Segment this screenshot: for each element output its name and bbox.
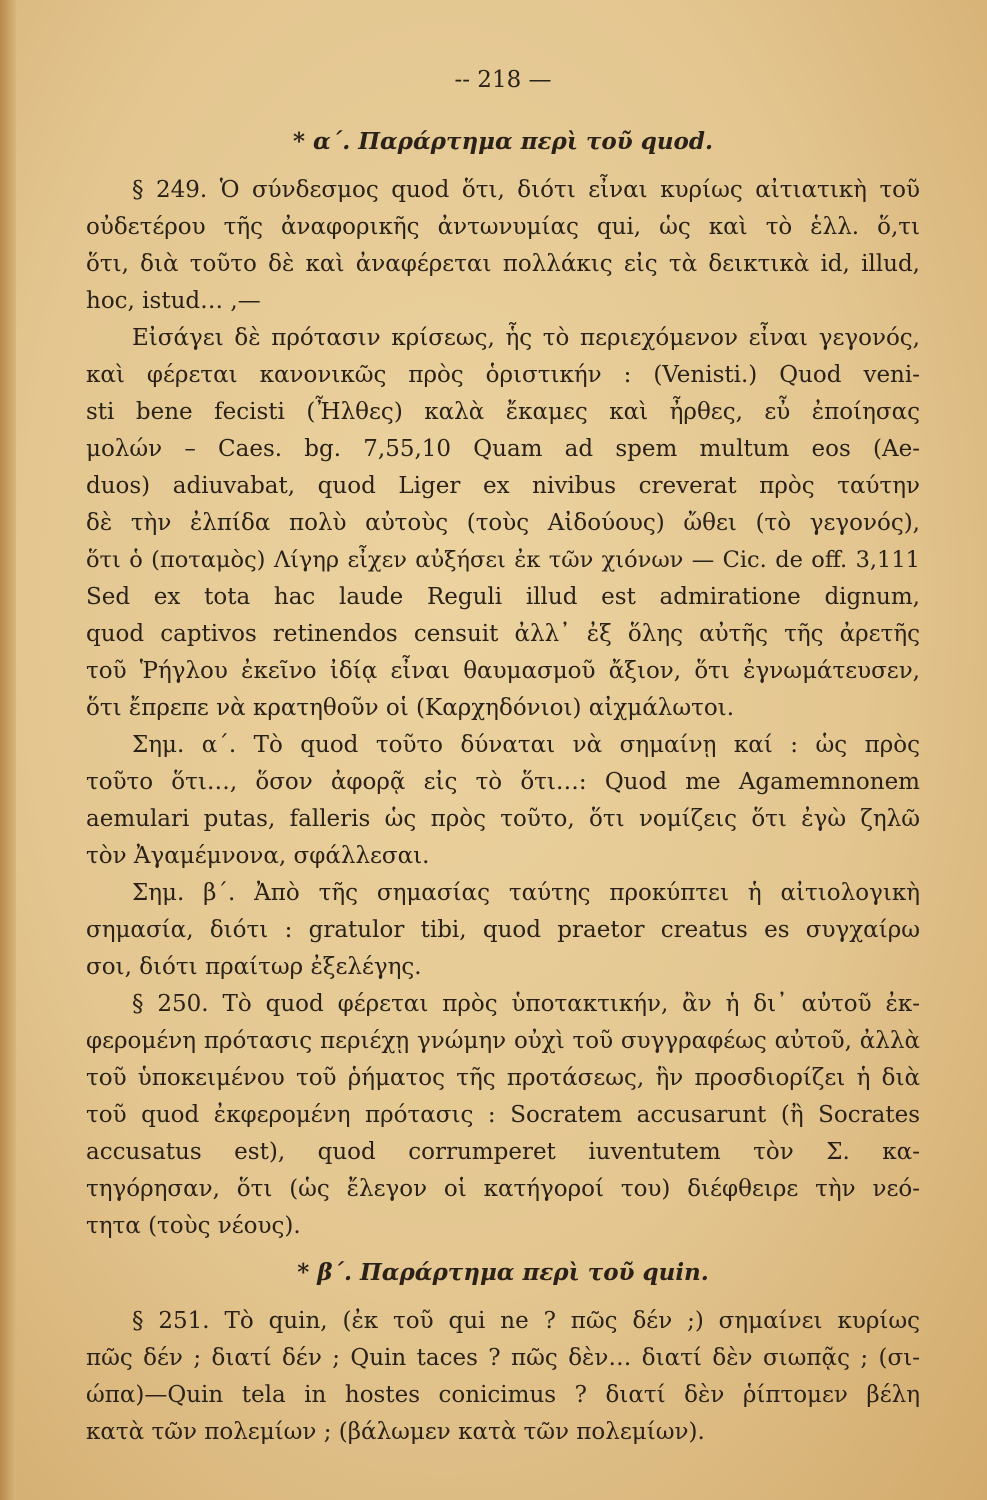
text-line: τοῦ Ῥήγλου ἐκεῖνο ἰδίᾳ εἶναι θαυμασμοῦ ἄξιον, ὅτι ἐγνωμάτευσεν, [86, 658, 920, 684]
text-line: τηγόρησαν, ὅτι (ὡς ἔλεγον οἱ κατήγοροί του) διέφθειρε τὴν νεό- [86, 1176, 920, 1202]
text-line: duos) adiuvabat, quod Liger ex nivibus creverat πρὸς ταύτην [86, 473, 920, 499]
text-line: Sed ex tota hac laude Reguli illud est admiratione dignum, [86, 584, 920, 610]
text-line: § 251. Τὸ quin, (ἐκ τοῦ qui ne ? πῶς δέν ;) σημαίνει κυρίως [132, 1308, 920, 1334]
text-line: φερομένη πρότασις περιέχῃ γνώμην οὐχὶ τοῦ συγγραφέως αὐτοῦ, ἀλλὰ [86, 1028, 920, 1054]
text-line: quod captivos retinendos censuit ἀλλ᾽ ἐξ ὅλης αὐτῆς τῆς ἀρετῆς [86, 621, 920, 647]
text-line: ὅτι ἔπρεπε νὰ κρατηθοῦν οἱ (Καρχηδόνιοι) αἰχμάλωτοι. [86, 695, 735, 721]
text-line: καὶ φέρεται κανονικῶς πρὸς ὁριστικήν : (Venisti.) Quod veni- [86, 362, 920, 388]
text-line: aemulari putas, falleris ὡς πρὸς τοῦτο, ὅτι νομίζεις ὅτι ἐγὼ ζηλῶ [86, 806, 920, 832]
text-line: τοῦ quod ἐκφερομένη πρότασις : Socratem accusarunt (ἢ Socrates [86, 1102, 920, 1128]
text-line: σοι, διότι πραίτωρ ἐξελέγης. [86, 954, 422, 980]
page-binding-edge [0, 0, 16, 1500]
section-heading-quin: * β΄. Παράρτημα περὶ τοῦ quin. [297, 1259, 709, 1286]
text-line: sti bene fecisti (Ἦλθες) καλὰ ἔκαμες καὶ ἦρθες, εὖ ἐποίησας [86, 399, 920, 425]
text-line: ὅτι, διὰ τοῦτο δὲ καὶ ἀναφέρεται πολλάκις εἰς τὰ δεικτικὰ id, illud, [86, 251, 920, 277]
text-line: οὐδετέρου τῆς ἀναφορικῆς ἀντωνυμίας qui, ὡς καὶ τὸ ἑλλ. ὅ,τι [86, 214, 920, 240]
text-line: τητα (τοὺς νέους). [86, 1213, 301, 1239]
section-heading-quod: * α΄. Παράρτημα περὶ τοῦ quod. [293, 128, 713, 155]
text-line: § 249. Ὁ σύνδεσμος quod ὅτι, διότι εἶναι κυρίως αἰτιατικὴ τοῦ [132, 177, 920, 203]
text-line: Σημ. β΄. Ἀπὸ τῆς σημασίας ταύτης προκύπτει ἡ αἰτιολογικὴ [132, 880, 920, 906]
page-number: -- 218 — [454, 67, 552, 93]
text-line: hoc, istud… ,— [86, 288, 261, 314]
text-line: § 250. Τὸ quod φέρεται πρὸς ὑποτακτικήν, ἂν ἡ δι᾽ αὐτοῦ ἐκ- [132, 991, 920, 1017]
text-line: κατὰ τῶν πολεμίων ; (βάλωμεν κατὰ τῶν πολεμίων). [86, 1419, 705, 1445]
text-line: δὲ τὴν ἐλπίδα πολὺ αὐτοὺς (τοὺς Αἰδούους) ὤθει (τὸ γεγονός), [86, 510, 920, 536]
text-line: Εἰσάγει δὲ πρότασιν κρίσεως, ἧς τὸ περιεχόμενον εἶναι γεγονός, [132, 325, 920, 351]
text-line: ώπα)—Quin tela in hostes conicimus ? διατί δὲν ῥίπτομεν βέλη [86, 1382, 920, 1408]
text-line: μολών – Caes. bg. 7,55,10 Quam ad spem multum eos (Ae- [86, 436, 920, 462]
text-line: Σημ. α΄. Τὸ quod τοῦτο δύναται νὰ σημαίνῃ καί : ὡς πρὸς [132, 732, 920, 758]
text-line: accusatus est), quod corrumperet iuventutem τὸν Σ. κα- [86, 1139, 920, 1165]
text-line: σημασία, διότι : gratulor tibi, quod praetor creatus es συγχαίρω [86, 917, 920, 943]
text-line: τοῦτο ὅτι…, ὅσον ἀφορᾷ εἰς τὸ ὅτι…: Quod me Agamemnonem [86, 769, 920, 795]
text-line: ὅτι ὁ (ποταμὸς) Λίγηρ εἶχεν αὐξήσει ἐκ τῶν χιόνων — Cic. de off. 3,111 [86, 547, 920, 573]
text-line: πῶς δέν ; διατί δέν ; Quin taces ? πῶς δὲν… διατί δὲν σιωπᾷς ; (σι- [86, 1345, 920, 1371]
text-line: τὸν Ἀγαμέμνονα, σφάλλεσαι. [86, 843, 430, 869]
text-line: τοῦ ὑποκειμένου τοῦ ῥήματος τῆς προτάσεως, ἣν προσδιορίζει ἡ διὰ [86, 1065, 920, 1091]
